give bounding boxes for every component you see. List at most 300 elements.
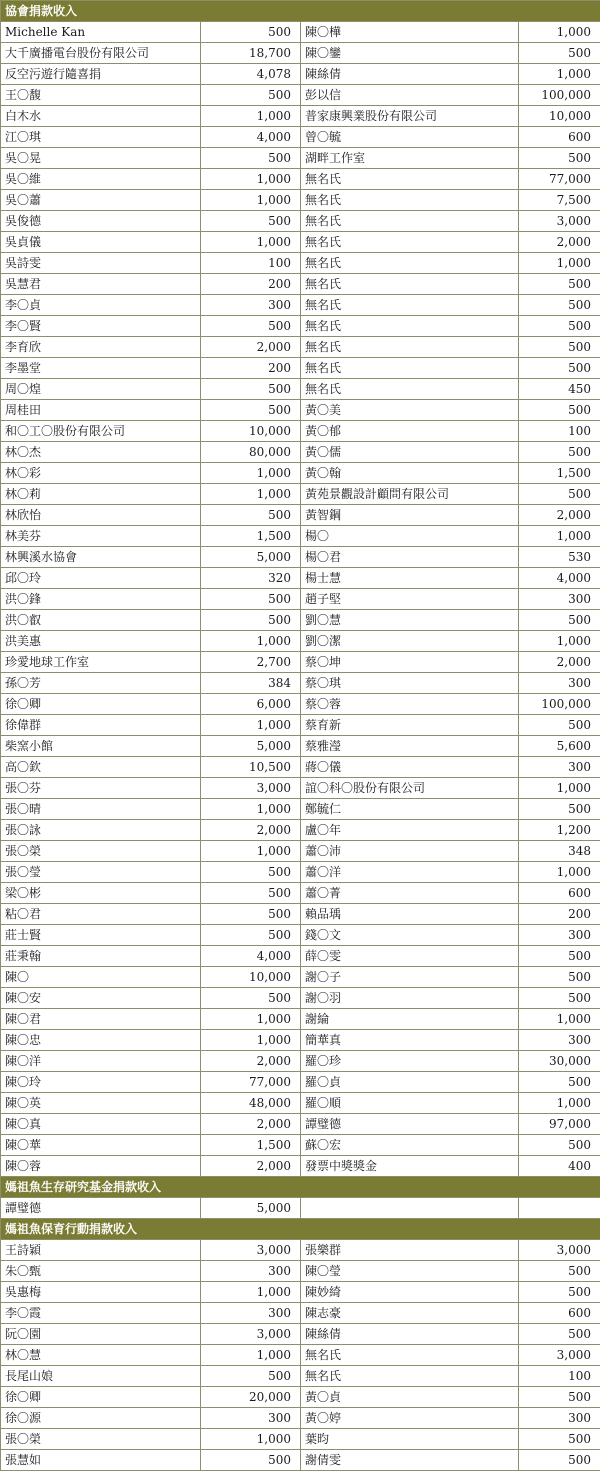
table-row bbox=[1, 694, 600, 715]
donation-amount: 500 bbox=[519, 316, 600, 337]
table-row bbox=[1, 1135, 600, 1156]
donor-name: 吳〇維 bbox=[1, 169, 201, 190]
table-row bbox=[1, 85, 600, 106]
donation-amount: 300 bbox=[201, 295, 301, 316]
donation-amount: 1,000 bbox=[201, 799, 301, 820]
donation-amount: 1,000 bbox=[201, 631, 301, 652]
table-row bbox=[1, 253, 600, 274]
donation-amount: 18,700 bbox=[201, 43, 301, 64]
donation-amount: 200 bbox=[201, 274, 301, 295]
donor-name: 蕭〇洋 bbox=[301, 862, 519, 883]
donation-amount: 500 bbox=[519, 799, 600, 820]
donor-name: 張〇晴 bbox=[1, 799, 201, 820]
section-title: 協會捐款收入 bbox=[1, 1, 600, 22]
donation-amount: 500 bbox=[519, 43, 600, 64]
donor-name: 王〇馥 bbox=[1, 85, 201, 106]
donor-name: 陳〇英 bbox=[1, 1093, 201, 1114]
donor-name: 張〇芬 bbox=[1, 778, 201, 799]
donor-name: 吳慧君 bbox=[1, 274, 201, 295]
table-row bbox=[1, 631, 600, 652]
donation-amount: 384 bbox=[201, 673, 301, 694]
donor-name: 蕭〇沛 bbox=[301, 841, 519, 862]
table-row bbox=[1, 295, 600, 316]
donation-amount: 100,000 bbox=[519, 85, 600, 106]
donation-amount: 1,000 bbox=[201, 1282, 301, 1303]
donor-name: 張樂群 bbox=[301, 1240, 519, 1261]
donation-amount: 48,000 bbox=[201, 1093, 301, 1114]
donation-amount: 2,000 bbox=[201, 1156, 301, 1177]
table-row bbox=[1, 169, 600, 190]
donation-amount: 200 bbox=[519, 904, 600, 925]
donation-amount: 3,000 bbox=[519, 211, 600, 232]
table-row bbox=[1, 358, 600, 379]
donation-amount: 1,000 bbox=[201, 1345, 301, 1366]
donor-name: 莊士賢 bbox=[1, 925, 201, 946]
section-header bbox=[1, 1219, 600, 1240]
table-row bbox=[1, 946, 600, 967]
donor-name: 無名氏 bbox=[301, 316, 519, 337]
donation-amount: 1,200 bbox=[519, 820, 600, 841]
donor-name: 譚璧德 bbox=[301, 1114, 519, 1135]
donor-name: 彭以信 bbox=[301, 85, 519, 106]
donor-name: 吳俊德 bbox=[1, 211, 201, 232]
donor-name: 洪〇叡 bbox=[1, 610, 201, 631]
table-row bbox=[1, 862, 600, 883]
table-row bbox=[1, 127, 600, 148]
donor-name: 蕭〇菁 bbox=[301, 883, 519, 904]
table-row bbox=[1, 442, 600, 463]
donor-name: 發票中獎獎金 bbox=[301, 1156, 519, 1177]
donation-amount: 3,000 bbox=[519, 1345, 600, 1366]
table-row bbox=[1, 820, 600, 841]
donation-amount: 1,000 bbox=[201, 484, 301, 505]
donor-name: 阮〇園 bbox=[1, 1324, 201, 1345]
donation-amount: 500 bbox=[201, 589, 301, 610]
donor-name: 無名氏 bbox=[301, 232, 519, 253]
donation-amount: 500 bbox=[519, 1072, 600, 1093]
donation-amount: 4,078 bbox=[201, 64, 301, 85]
table-row bbox=[1, 421, 600, 442]
donation-amount: 2,000 bbox=[201, 337, 301, 358]
donation-amount: 1,000 bbox=[201, 1429, 301, 1450]
donor-name: 林〇杰 bbox=[1, 442, 201, 463]
donation-amount: 100,000 bbox=[519, 694, 600, 715]
table-row bbox=[1, 106, 600, 127]
table-row bbox=[1, 1093, 600, 1114]
table-row bbox=[1, 1429, 600, 1450]
donor-name: 無名氏 bbox=[301, 253, 519, 274]
donation-amount: 4,000 bbox=[201, 127, 301, 148]
donation-amount: 1,000 bbox=[519, 64, 600, 85]
donor-name: 黃〇美 bbox=[301, 400, 519, 421]
table-row bbox=[1, 1450, 600, 1471]
donor-name: 陳〇 bbox=[1, 967, 201, 988]
donation-amount: 2,000 bbox=[519, 652, 600, 673]
donation-amount: 20,000 bbox=[201, 1387, 301, 1408]
table-row bbox=[1, 148, 600, 169]
donation-amount: 2,000 bbox=[519, 505, 600, 526]
table-row bbox=[1, 736, 600, 757]
table-row bbox=[1, 1072, 600, 1093]
donor-name: 李〇霞 bbox=[1, 1303, 201, 1324]
table-row bbox=[1, 1387, 600, 1408]
donor-name: 黃〇婷 bbox=[301, 1408, 519, 1429]
donation-amount: 500 bbox=[519, 337, 600, 358]
table-row bbox=[1, 568, 600, 589]
donation-amount: 500 bbox=[201, 22, 301, 43]
donor-name: 劉〇潔 bbox=[301, 631, 519, 652]
table-row bbox=[1, 1198, 600, 1219]
donor-name: 楊〇 bbox=[301, 526, 519, 547]
donor-name: 黃〇翰 bbox=[301, 463, 519, 484]
donor-name: 蔡〇蓉 bbox=[301, 694, 519, 715]
donation-amount: 300 bbox=[519, 757, 600, 778]
donor-name: 梁〇彬 bbox=[1, 883, 201, 904]
donation-amount: 3,000 bbox=[201, 778, 301, 799]
donor-name: 朱〇甄 bbox=[1, 1261, 201, 1282]
donor-name: 黃〇儒 bbox=[301, 442, 519, 463]
donation-amount: 500 bbox=[519, 484, 600, 505]
donor-name: 張〇榮 bbox=[1, 841, 201, 862]
donor-name: 徐〇卿 bbox=[1, 694, 201, 715]
donation-amount: 10,000 bbox=[519, 106, 600, 127]
donation-amount: 500 bbox=[519, 946, 600, 967]
donation-amount bbox=[519, 1198, 600, 1219]
donation-amount: 1,000 bbox=[519, 22, 600, 43]
donor-name: 陳〇華 bbox=[1, 1135, 201, 1156]
donation-amount: 500 bbox=[201, 1450, 301, 1471]
donation-amount: 1,000 bbox=[519, 253, 600, 274]
donor-name: 楊〇君 bbox=[301, 547, 519, 568]
donation-amount: 3,000 bbox=[201, 1240, 301, 1261]
donor-name: 陳〇蓉 bbox=[1, 1156, 201, 1177]
donor-name: 陳妙綺 bbox=[301, 1282, 519, 1303]
donor-name: 陳〇樺 bbox=[301, 22, 519, 43]
donor-name: 白木水 bbox=[1, 106, 201, 127]
donor-name: 粘〇君 bbox=[1, 904, 201, 925]
donation-amount: 77,000 bbox=[519, 169, 600, 190]
donation-amount: 1,000 bbox=[201, 715, 301, 736]
donation-amount: 1,500 bbox=[519, 463, 600, 484]
donor-name: 李〇賢 bbox=[1, 316, 201, 337]
table-row bbox=[1, 337, 600, 358]
donation-amount: 500 bbox=[519, 1387, 600, 1408]
donor-name: 吳〇蕭 bbox=[1, 190, 201, 211]
table-row bbox=[1, 1051, 600, 1072]
table-row bbox=[1, 1366, 600, 1387]
donor-name: 譚璧德 bbox=[1, 1198, 201, 1219]
donor-name: 徐偉群 bbox=[1, 715, 201, 736]
table-row bbox=[1, 232, 600, 253]
table-row bbox=[1, 883, 600, 904]
donation-amount: 300 bbox=[519, 925, 600, 946]
table-row bbox=[1, 904, 600, 925]
donation-amount: 5,600 bbox=[519, 736, 600, 757]
donor-name: 林〇莉 bbox=[1, 484, 201, 505]
donor-name: 林美芬 bbox=[1, 526, 201, 547]
donation-amount: 500 bbox=[201, 862, 301, 883]
donation-amount: 300 bbox=[519, 1408, 600, 1429]
donor-name: 徐〇源 bbox=[1, 1408, 201, 1429]
donation-amount: 500 bbox=[519, 988, 600, 1009]
donor-name: 謝倩雯 bbox=[301, 1450, 519, 1471]
donation-amount: 2,000 bbox=[519, 232, 600, 253]
donor-name: 王詩穎 bbox=[1, 1240, 201, 1261]
table-row bbox=[1, 1240, 600, 1261]
donor-name: 葉昀 bbox=[301, 1429, 519, 1450]
donor-name: 陳〇忠 bbox=[1, 1030, 201, 1051]
donation-amount: 1,000 bbox=[201, 190, 301, 211]
donation-amount: 4,000 bbox=[519, 568, 600, 589]
table-row bbox=[1, 1303, 600, 1324]
donation-amount: 500 bbox=[519, 358, 600, 379]
donation-amount: 530 bbox=[519, 547, 600, 568]
donor-name: Michelle Kan bbox=[1, 22, 201, 43]
donation-amount: 97,000 bbox=[519, 1114, 600, 1135]
donation-amount: 450 bbox=[519, 379, 600, 400]
donation-amount: 1,000 bbox=[201, 841, 301, 862]
donation-amount: 500 bbox=[201, 904, 301, 925]
donor-name: 蔡〇琪 bbox=[301, 673, 519, 694]
donation-amount: 500 bbox=[519, 1324, 600, 1345]
donor-name: 張慧如 bbox=[1, 1450, 201, 1471]
donation-amount: 500 bbox=[519, 715, 600, 736]
donor-name: 無名氏 bbox=[301, 337, 519, 358]
donation-amount: 500 bbox=[519, 148, 600, 169]
donation-amount: 10,500 bbox=[201, 757, 301, 778]
donation-amount: 500 bbox=[519, 1282, 600, 1303]
section-header bbox=[1, 1, 600, 22]
table-row bbox=[1, 463, 600, 484]
donation-amount: 5,000 bbox=[201, 1198, 301, 1219]
table-row bbox=[1, 379, 600, 400]
donor-name: 黃智鋼 bbox=[301, 505, 519, 526]
table-row bbox=[1, 274, 600, 295]
table-row bbox=[1, 22, 600, 43]
donor-name: 謝綸 bbox=[301, 1009, 519, 1030]
donor-name: 無名氏 bbox=[301, 1366, 519, 1387]
donation-amount: 500 bbox=[519, 610, 600, 631]
donor-name: 吳貞儀 bbox=[1, 232, 201, 253]
donation-amount: 500 bbox=[201, 379, 301, 400]
donation-amount: 2,700 bbox=[201, 652, 301, 673]
donor-name: 陳絲倩 bbox=[301, 64, 519, 85]
donor-name: 薛〇雯 bbox=[301, 946, 519, 967]
donor-name: 誼〇科〇股份有限公司 bbox=[301, 778, 519, 799]
table-row bbox=[1, 547, 600, 568]
donation-amount: 2,000 bbox=[201, 1051, 301, 1072]
donation-amount: 6,000 bbox=[201, 694, 301, 715]
donor-name: 羅〇貞 bbox=[301, 1072, 519, 1093]
donation-amount: 500 bbox=[519, 442, 600, 463]
donor-name: 無名氏 bbox=[301, 274, 519, 295]
donor-name: 李育欣 bbox=[1, 337, 201, 358]
donation-amount: 1,000 bbox=[519, 631, 600, 652]
donation-amount: 500 bbox=[201, 610, 301, 631]
donor-name: 湖畔工作室 bbox=[301, 148, 519, 169]
donor-name: 謝〇子 bbox=[301, 967, 519, 988]
donation-amount: 500 bbox=[519, 274, 600, 295]
donor-name: 陳〇安 bbox=[1, 988, 201, 1009]
donation-amount: 3,000 bbox=[519, 1240, 600, 1261]
donor-name: 洪〇鋒 bbox=[1, 589, 201, 610]
section-title: 媽祖魚生存研究基金捐款收入 bbox=[1, 1177, 600, 1198]
donor-name: 鄭毓仁 bbox=[301, 799, 519, 820]
donation-amount: 1,000 bbox=[201, 463, 301, 484]
donor-name: 黃苑景觀設計顧問有限公司 bbox=[301, 484, 519, 505]
donation-amount: 1,500 bbox=[201, 526, 301, 547]
donor-name: 簡華真 bbox=[301, 1030, 519, 1051]
table-row bbox=[1, 967, 600, 988]
donor-name: 陳〇玲 bbox=[1, 1072, 201, 1093]
table-row bbox=[1, 715, 600, 736]
donor-name: 黃〇貞 bbox=[301, 1387, 519, 1408]
donor-name: 陳〇鑾 bbox=[301, 43, 519, 64]
donation-amount: 1,000 bbox=[519, 778, 600, 799]
donation-amount: 100 bbox=[519, 1366, 600, 1387]
section-title: 媽祖魚保育行動捐款收入 bbox=[1, 1219, 600, 1240]
donor-name: 羅〇珍 bbox=[301, 1051, 519, 1072]
donor-name: 無名氏 bbox=[301, 379, 519, 400]
donation-amount: 400 bbox=[519, 1156, 600, 1177]
table-row bbox=[1, 1345, 600, 1366]
table-row bbox=[1, 190, 600, 211]
table-row bbox=[1, 757, 600, 778]
table-row bbox=[1, 610, 600, 631]
donation-amount: 1,000 bbox=[201, 1030, 301, 1051]
donation-amount: 5,000 bbox=[201, 736, 301, 757]
donation-amount: 1,000 bbox=[519, 1093, 600, 1114]
table-row bbox=[1, 589, 600, 610]
donor-name: 珍愛地球工作室 bbox=[1, 652, 201, 673]
donation-amount: 500 bbox=[201, 211, 301, 232]
donation-amount: 1,000 bbox=[201, 169, 301, 190]
donation-amount: 300 bbox=[201, 1261, 301, 1282]
table-row bbox=[1, 841, 600, 862]
table-row bbox=[1, 925, 600, 946]
donation-amount: 80,000 bbox=[201, 442, 301, 463]
donation-amount: 1,000 bbox=[519, 1009, 600, 1030]
donor-name: 賴品瑀 bbox=[301, 904, 519, 925]
donation-amount: 500 bbox=[201, 505, 301, 526]
donor-name: 張〇榮 bbox=[1, 1429, 201, 1450]
donor-name: 林〇彩 bbox=[1, 463, 201, 484]
donor-name: 劉〇慧 bbox=[301, 610, 519, 631]
donor-name: 周桂田 bbox=[1, 400, 201, 421]
table-row bbox=[1, 1324, 600, 1345]
donation-amount: 10,000 bbox=[201, 421, 301, 442]
table-row bbox=[1, 400, 600, 421]
donor-name: 吳詩雯 bbox=[1, 253, 201, 274]
donor-name: 張〇詠 bbox=[1, 820, 201, 841]
donation-amount: 4,000 bbox=[201, 946, 301, 967]
table-row bbox=[1, 673, 600, 694]
donation-amount: 500 bbox=[201, 883, 301, 904]
donor-name: 蔡雅瀅 bbox=[301, 736, 519, 757]
donor-name bbox=[301, 1198, 519, 1219]
table-row bbox=[1, 43, 600, 64]
donor-name: 黃〇郁 bbox=[301, 421, 519, 442]
donor-name: 邱〇玲 bbox=[1, 568, 201, 589]
donor-name: 林欣怡 bbox=[1, 505, 201, 526]
donation-amount: 500 bbox=[519, 1135, 600, 1156]
table-row bbox=[1, 64, 600, 85]
donor-name: 蔣〇儀 bbox=[301, 757, 519, 778]
table-row bbox=[1, 211, 600, 232]
table-row bbox=[1, 799, 600, 820]
donation-amount: 2,000 bbox=[201, 1114, 301, 1135]
donation-amount: 7,500 bbox=[519, 190, 600, 211]
donation-amount: 320 bbox=[201, 568, 301, 589]
donation-amount: 500 bbox=[519, 400, 600, 421]
donor-name: 反空污遊行隨喜捐 bbox=[1, 64, 201, 85]
donation-amount: 5,000 bbox=[201, 547, 301, 568]
donation-amount: 100 bbox=[519, 421, 600, 442]
table-row bbox=[1, 505, 600, 526]
donation-amount: 1,000 bbox=[519, 526, 600, 547]
donor-name: 盧〇年 bbox=[301, 820, 519, 841]
donation-amount: 100 bbox=[201, 253, 301, 274]
donor-name: 蔡〇坤 bbox=[301, 652, 519, 673]
donation-amount: 1,000 bbox=[201, 1009, 301, 1030]
donation-amount: 1,000 bbox=[201, 106, 301, 127]
donor-name: 長尾山娘 bbox=[1, 1366, 201, 1387]
donation-amount: 500 bbox=[201, 925, 301, 946]
donation-amount: 77,000 bbox=[201, 1072, 301, 1093]
donation-amount: 200 bbox=[201, 358, 301, 379]
donor-name: 孫〇芳 bbox=[1, 673, 201, 694]
donor-name: 無名氏 bbox=[301, 1345, 519, 1366]
donation-amount: 2,000 bbox=[201, 820, 301, 841]
donation-amount: 500 bbox=[201, 85, 301, 106]
donor-name: 無名氏 bbox=[301, 295, 519, 316]
donor-name: 林興溪水協會 bbox=[1, 547, 201, 568]
donation-amount: 500 bbox=[201, 316, 301, 337]
donor-name: 陳絲倩 bbox=[301, 1324, 519, 1345]
donor-name: 無名氏 bbox=[301, 169, 519, 190]
donation-amount: 500 bbox=[201, 1366, 301, 1387]
donor-name: 謝〇羽 bbox=[301, 988, 519, 1009]
donor-name: 陳〇真 bbox=[1, 1114, 201, 1135]
donation-amount: 600 bbox=[519, 1303, 600, 1324]
donation-amount: 500 bbox=[201, 148, 301, 169]
donation-amount: 500 bbox=[519, 1261, 600, 1282]
donation-amount: 600 bbox=[519, 883, 600, 904]
donor-name: 陳〇洋 bbox=[1, 1051, 201, 1072]
table-row bbox=[1, 1009, 600, 1030]
section-header bbox=[1, 1177, 600, 1198]
table-row bbox=[1, 1114, 600, 1135]
donor-name: 趙子堅 bbox=[301, 589, 519, 610]
table-row bbox=[1, 778, 600, 799]
donation-amount: 1,500 bbox=[201, 1135, 301, 1156]
donation-table-body bbox=[1, 1, 600, 1471]
table-row bbox=[1, 484, 600, 505]
donation-amount: 500 bbox=[519, 295, 600, 316]
donation-amount: 300 bbox=[519, 1030, 600, 1051]
donation-amount: 600 bbox=[519, 127, 600, 148]
donor-name: 大千廣播電台股份有限公司 bbox=[1, 43, 201, 64]
donor-name: 吳惠梅 bbox=[1, 1282, 201, 1303]
donor-name: 林〇慧 bbox=[1, 1345, 201, 1366]
donation-amount: 1,000 bbox=[201, 232, 301, 253]
donor-name: 陳志豪 bbox=[301, 1303, 519, 1324]
table-row bbox=[1, 1408, 600, 1429]
donor-name: 楊士慧 bbox=[301, 568, 519, 589]
donor-name: 柴窯小館 bbox=[1, 736, 201, 757]
table-row bbox=[1, 1030, 600, 1051]
donor-name: 徐〇卿 bbox=[1, 1387, 201, 1408]
